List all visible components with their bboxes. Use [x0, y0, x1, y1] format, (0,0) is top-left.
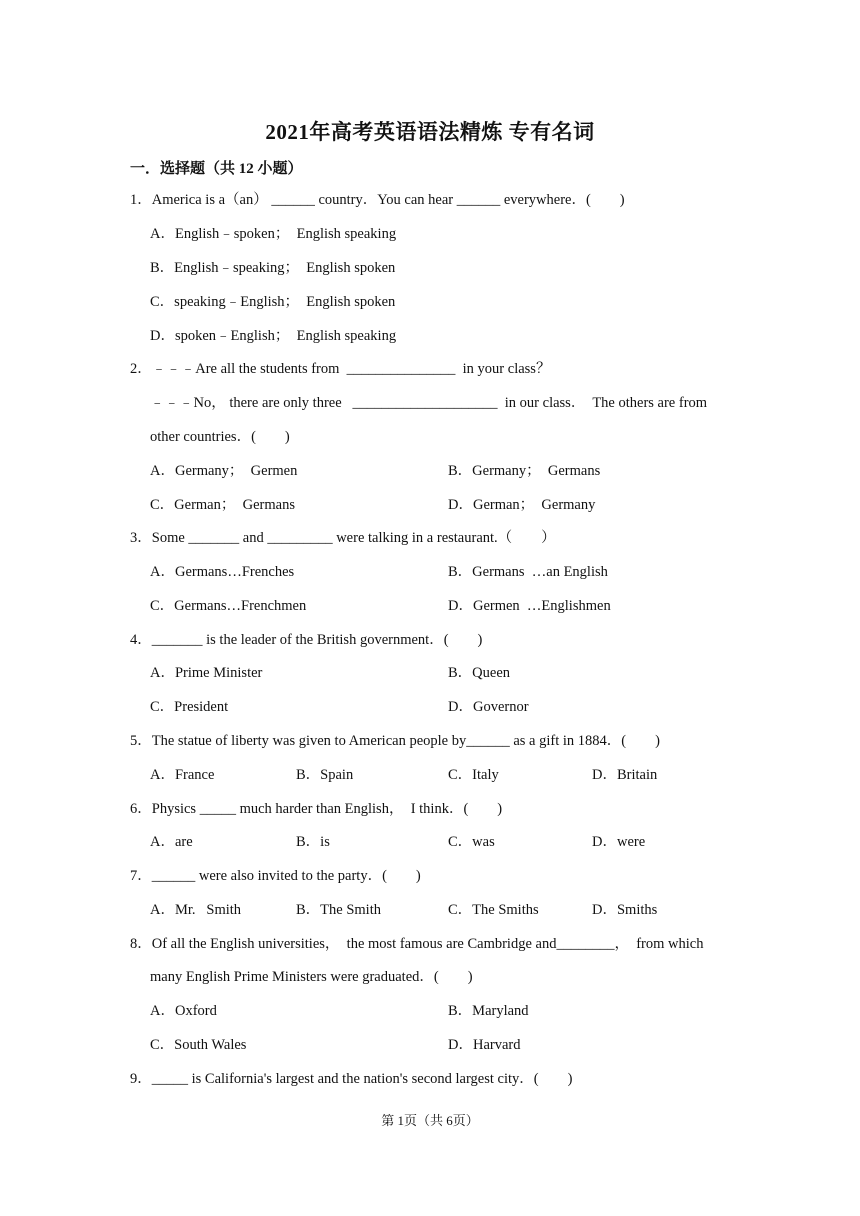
question-1-option-c: C．speaking﹣English； English spoken — [150, 294, 396, 310]
question-3-option-a: A．Germans…Frenches — [150, 564, 295, 580]
question-5-option-d: D．Britain — [592, 767, 658, 783]
question-2-option-d: D．German； Germany — [448, 497, 596, 513]
question-7-option-c: C．The Smiths — [448, 902, 539, 918]
question-5-option-b: B．Spain — [296, 767, 354, 783]
question-2-option-c: C．German； Germans — [150, 497, 295, 513]
question-6-option-b: B．is — [296, 834, 330, 850]
question-3-option-b: B．Germans …an English — [448, 564, 608, 580]
question-8-option-b: B．Maryland — [448, 1003, 529, 1019]
question-7-stem: 7．______ were also invited to the party．( ) — [130, 868, 421, 884]
question-8-stem: 8．Of all the English universities， the most famous are Cambridge and________， from which — [130, 936, 704, 952]
question-8-option-c: C．South Wales — [150, 1037, 247, 1053]
section-heading: 一．选择题（共 12 小题） — [130, 161, 303, 177]
page-footer: 第 1页（共 6页） — [381, 1113, 479, 1128]
question-5-option-c: C．Italy — [448, 767, 499, 783]
question-1-stem: 1．America is a（an） ______ country．You can hear ______ everywhere．( ) — [130, 192, 625, 208]
question-6-option-d: D．were — [592, 834, 646, 850]
question-8-stem-line-2: many English Prime Ministers were graduated．( ) — [150, 969, 473, 985]
question-1-option-d: D．spoken﹣English； English speaking — [150, 328, 397, 344]
question-8-option-d: D．Harvard — [448, 1037, 521, 1053]
question-5-option-a: A．France — [150, 767, 215, 783]
question-2-option-b: B．Germany； Germans — [448, 463, 601, 479]
question-7-option-d: D．Smiths — [592, 902, 658, 918]
question-2-stem-line-2: ﹣﹣﹣No， there are only three ____________________ in our class． The others are from — [150, 395, 708, 411]
question-4-option-d: D．Governor — [448, 699, 529, 715]
question-1-option-b: B．English﹣speaking； English spoken — [150, 260, 396, 276]
question-4-stem: 4．_______ is the leader of the British government．( ) — [130, 632, 483, 648]
question-4-option-a: A．Prime Minister — [150, 665, 263, 681]
question-8-option-a: A．Oxford — [150, 1003, 217, 1019]
question-9-stem: 9．_____ is California's largest and the nation's second largest city．( ) — [130, 1071, 573, 1087]
document-title: 2021年高考英语语法精炼 专有名词 — [265, 120, 595, 144]
question-3-option-d: D．Germen …Englishmen — [448, 598, 611, 614]
question-7-option-b: B．The Smith — [296, 902, 381, 918]
question-2-stem-line-3: other countries．( ) — [150, 429, 290, 445]
question-6-stem: 6．Physics _____ much harder than English， I think．( ) — [130, 801, 503, 817]
question-2-stem: 2．﹣﹣﹣Are all the students from _______________ in your class？ — [130, 361, 551, 377]
question-6-option-c: C．was — [448, 834, 495, 850]
question-3-option-c: C．Germans…Frenchmen — [150, 598, 307, 614]
question-2-option-a: A．Germany； Germen — [150, 463, 298, 479]
question-7-option-a: A．Mr. Smith — [150, 902, 242, 918]
question-5-stem: 5．The statue of liberty was given to American people by______ as a gift in 1884．( ) — [130, 733, 660, 749]
question-4-option-b: B．Queen — [448, 665, 511, 681]
question-4-option-c: C．President — [150, 699, 229, 715]
question-1-option-a: A．English﹣spoken； English speaking — [150, 226, 397, 242]
question-3-stem: 3．Some _______ and _________ were talking in a restaurant.（ ） — [130, 530, 556, 546]
question-6-option-a: A．are — [150, 834, 193, 850]
